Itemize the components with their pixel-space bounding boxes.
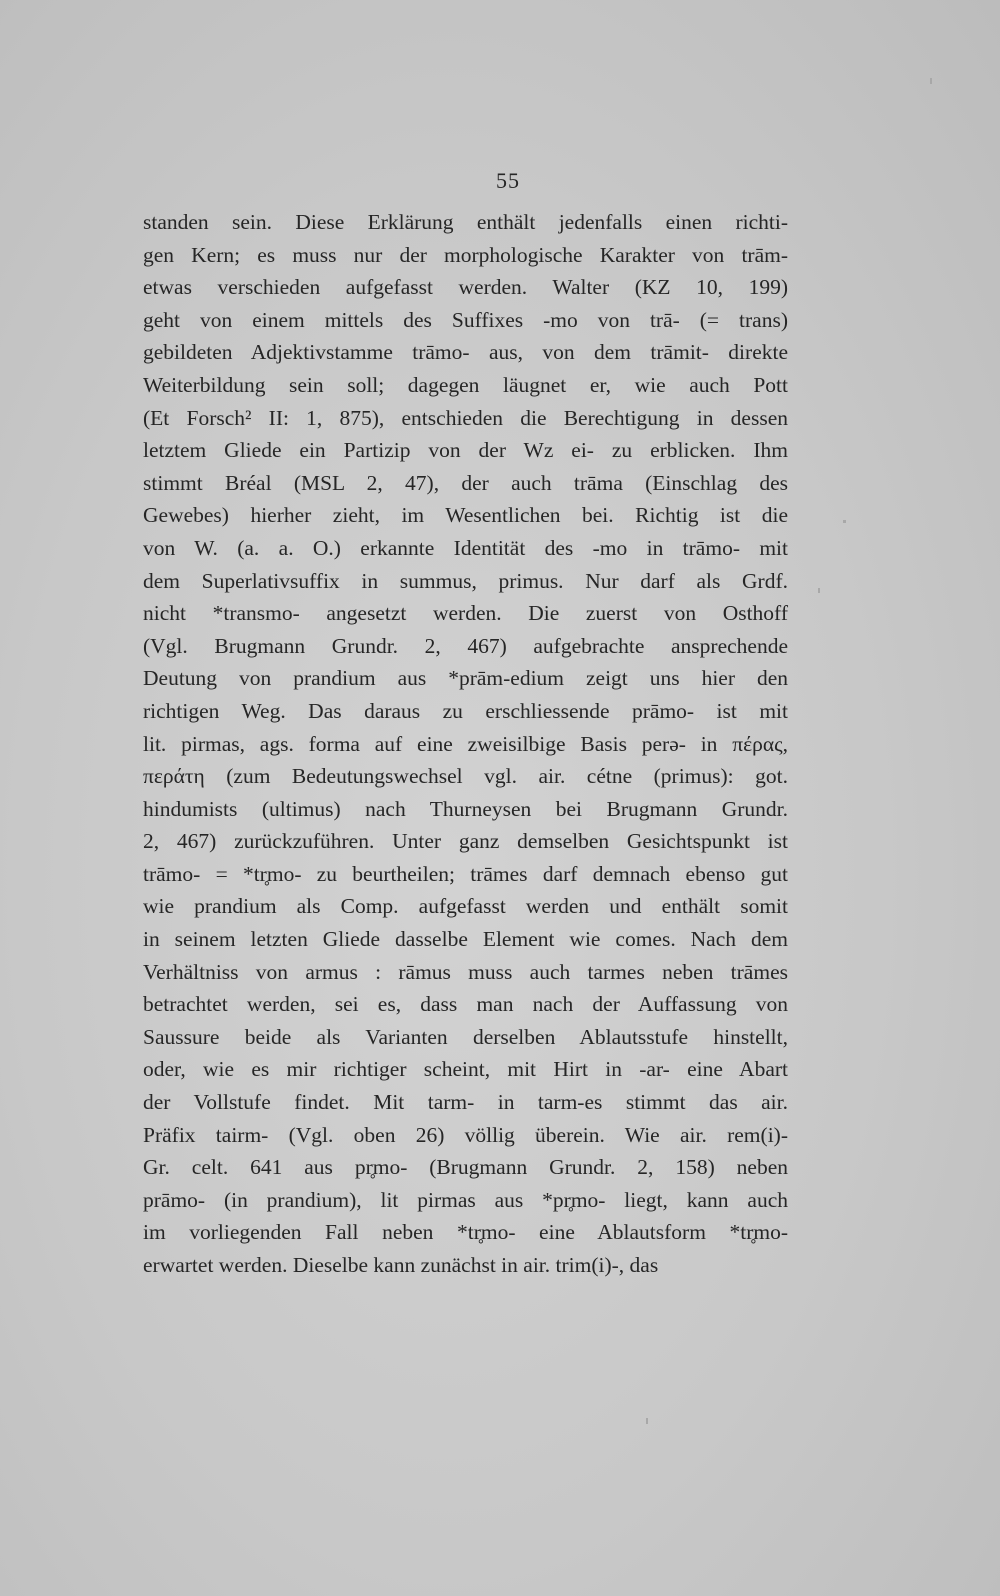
text-line: geht von einem mittels des Suffixes -mo von trā- (= trans) (143, 307, 788, 332)
text-line: περάτη (zum Bedeutungswechsel vgl. air. cétne (primus): got. (143, 764, 788, 789)
text-line: dem Superlativsuffix in summus, primus. Nur darf als Grdf. (143, 568, 788, 593)
paper-speck (843, 520, 846, 523)
paper-speck (646, 1418, 648, 1424)
text-line: 2, 467) zurückzuführen. Unter ganz demselben Gesichtspunkt ist (143, 829, 788, 854)
text-line: etwas verschieden aufgefasst werden. Walter (KZ 10, 199) (143, 275, 788, 300)
text-line: letztem Gliede ein Partizip von der Wz ei- zu erblicken. Ihm (143, 438, 788, 463)
body-text (143, 206, 788, 1282)
text-line: richtigen Weg. Das daraus zu erschliessende prāmo- ist mit (143, 698, 788, 723)
text-line: betrachtet werden, sei es, dass man nach der Auffassung von (143, 992, 788, 1017)
text-line: (Et Forsch² II: 1, 875), entschieden die Berechtigung in dessen (143, 405, 788, 430)
text-line: Gr. celt. 641 aus pr̥mo- (Brugmann Grundr. 2, 158) neben (143, 1155, 788, 1180)
text-line: lit. pirmas, ags. forma auf eine zweisilbige Basis perə- in πέρας, (143, 731, 788, 756)
text-line: Saussure beide als Varianten derselben Ablautsstufe hinstellt, (143, 1024, 788, 1049)
text-line: Deutung von prandium aus *prām-edium zeigt uns hier den (143, 666, 788, 691)
text-line: standen sein. Diese Erklärung enthält jedenfalls einen richti- (143, 210, 788, 234)
text-line: oder, wie es mir richtiger scheint, mit Hirt in -ar- eine Abart (143, 1057, 788, 1082)
text-line: stimmt Bréal (MSL 2, 47), der auch trāma (Einschlag des (143, 470, 788, 495)
text-line: Gewebes) hierher zieht, im Wesentlichen bei. Richtig ist die (143, 503, 788, 528)
text-line: gen Kern; es muss nur der morphologische Karakter von trām- (143, 242, 788, 267)
text-line: gebildeten Adjektivstamme trāmo- aus, von dem trāmit- direkte (143, 340, 788, 365)
text-line: der Vollstufe findet. Mit tarm- in tarm-es stimmt das air. (143, 1090, 788, 1115)
text-line: wie prandium als Comp. aufgefasst werden und enthält somit (143, 894, 788, 919)
text-line: hindumists (ultimus) nach Thurneysen bei Brugmann Grundr. (143, 796, 788, 821)
paper-speck (930, 78, 932, 84)
text-line: von W. (a. a. O.) erkannte Identität des -mo in trāmo- mit (143, 535, 788, 560)
text-line: erwartet werden. Dieselbe kann zunächst in air. trim(i)-, das (143, 1253, 659, 1277)
text-line: in seinem letzten Gliede dasselbe Element wie comes. Nach dem (143, 927, 788, 952)
text-line: Verhältniss von armus : rāmus muss auch tarmes neben trāmes (143, 959, 788, 984)
text-line: im vorliegenden Fall neben *tr̥mo- eine Ablautsform *tr̥mo- (143, 1220, 788, 1245)
text-line: nicht *transmo- angesetzt werden. Die zuerst von Osthoff (143, 601, 788, 626)
paper-speck (818, 588, 820, 593)
page-number: 55 (496, 168, 520, 193)
text-line: Weiterbildung sein soll; dagegen läugnet er, wie auch Pott (143, 372, 788, 397)
text-line: trāmo- = *tr̥mo- zu beurtheilen; trāmes darf demnach ebenso gut (143, 861, 788, 886)
text-line: prāmo- (in prandium), lit pirmas aus *pr̥mo- liegt, kann auch (143, 1187, 788, 1212)
text-line: (Vgl. Brugmann Grundr. 2, 467) aufgebrachte ansprechende (143, 633, 788, 658)
text-line: Präfix tairm- (Vgl. oben 26) völlig überein. Wie air. rem(i)- (143, 1122, 788, 1147)
